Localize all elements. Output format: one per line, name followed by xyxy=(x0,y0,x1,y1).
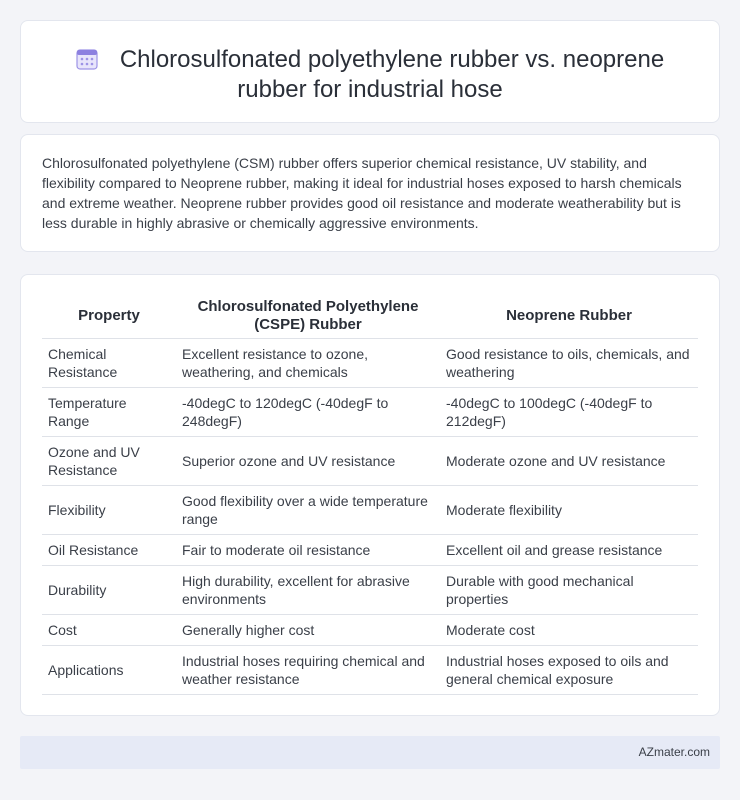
summary-text: Chlorosulfonated polyethylene (CSM) rubber offers superior chemical resistance, UV stability, and flexibility compared to Neoprene rubber, making it ideal for industrial hoses exposed to harsh chemicals and extreme weather. Neoprene rubber provides good oil resistance and moderate weatherability but is less durable in highly abrasive or chemically aggressive environments. xyxy=(42,155,682,231)
row-neoprene-value: Industrial hoses exposed to oils and general chemical exposure xyxy=(440,645,698,694)
table-row xyxy=(42,387,698,436)
row-neoprene-value: Moderate ozone and UV resistance xyxy=(440,436,698,485)
row-neoprene-value: -40degC to 100degC (-40degF to 212degF) xyxy=(440,387,698,436)
table-row xyxy=(42,436,698,485)
table-row xyxy=(42,534,698,565)
page-title xyxy=(21,45,719,105)
row-property: Ozone and UV Resistance xyxy=(42,436,176,485)
row-property: Temperature Range xyxy=(42,387,176,436)
row-neoprene-value: Durable with good mechanical properties xyxy=(440,565,698,614)
row-neoprene-value: Moderate flexibility xyxy=(440,485,698,534)
table-header-row xyxy=(42,295,698,338)
comparison-card xyxy=(20,274,720,716)
row-cspe-value: Superior ozone and UV resistance xyxy=(176,436,440,485)
row-cspe-value: Excellent resistance to ozone, weathering, and chemicals xyxy=(176,338,440,387)
row-neoprene-value: Excellent oil and grease resistance xyxy=(440,534,698,565)
row-property: Applications xyxy=(42,645,176,694)
row-property: Flexibility xyxy=(42,485,176,534)
row-neoprene-value: Moderate cost xyxy=(440,614,698,645)
summary-card xyxy=(20,134,720,252)
row-property: Durability xyxy=(42,565,176,614)
row-neoprene-value: Good resistance to oils, chemicals, and weathering xyxy=(440,338,698,387)
row-cspe-value: Good flexibility over a wide temperature range xyxy=(176,485,440,534)
table-row xyxy=(42,614,698,645)
title-line-2: rubber for industrial hose xyxy=(237,76,503,103)
footer-bar xyxy=(20,736,720,769)
header-property: Property xyxy=(42,295,176,338)
row-property: Oil Resistance xyxy=(42,534,176,565)
table-row xyxy=(42,338,698,387)
row-cspe-value: Industrial hoses requiring chemical and weather resistance xyxy=(176,645,440,694)
title-line-1: Chlorosulfonated polyethylene rubber vs. neoprene xyxy=(119,46,665,73)
table-row xyxy=(42,485,698,534)
row-property: Chemical Resistance xyxy=(42,338,176,387)
table-row xyxy=(42,565,698,614)
row-property: Cost xyxy=(42,614,176,645)
header-cspe: Chlorosulfonated Polyethylene (CSPE) Rubber xyxy=(176,295,440,338)
comparison-table xyxy=(42,295,698,695)
row-cspe-value: Fair to moderate oil resistance xyxy=(176,534,440,565)
row-cspe-value: High durability, excellent for abrasive environments xyxy=(176,565,440,614)
row-cspe-value: -40degC to 120degC (-40degF to 248degF) xyxy=(176,387,440,436)
source-link[interactable]: AZmater.com xyxy=(638,745,710,759)
title-card xyxy=(20,20,720,123)
table-row xyxy=(42,645,698,694)
calendar-icon xyxy=(76,48,98,70)
header-neoprene: Neoprene Rubber xyxy=(440,295,698,338)
row-cspe-value: Generally higher cost xyxy=(176,614,440,645)
